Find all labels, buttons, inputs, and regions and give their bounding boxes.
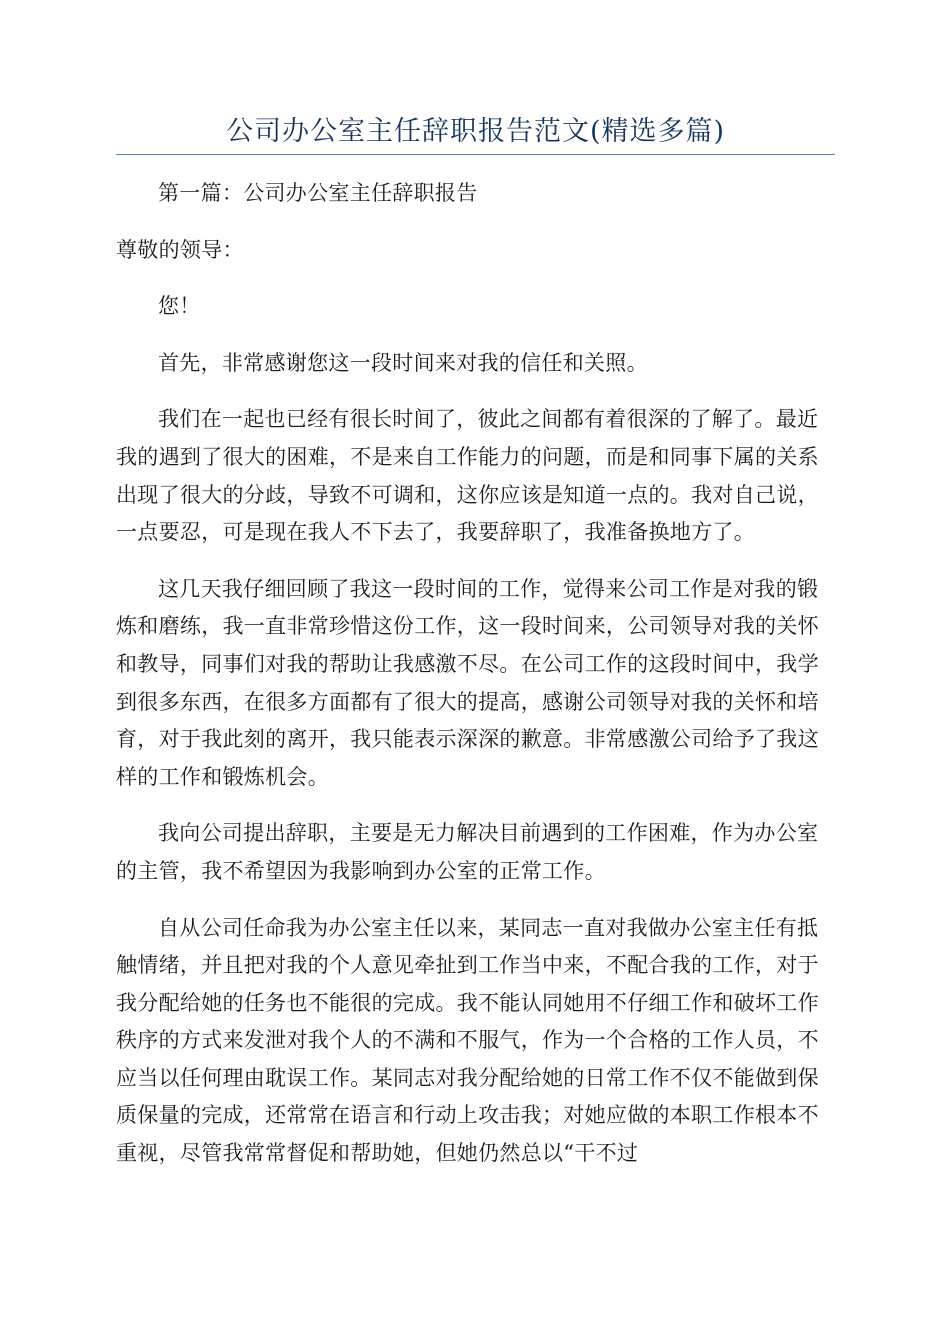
paragraph-greeting: 您！ (158, 294, 201, 319)
document-body (116, 175, 835, 1192)
paragraph: 这几天我仔细回顾了我这一段时间的工作，觉得来公司工作是对我的锻炼和磨练，我一直非常珍惜这份工作，这一段时间来，公司领导对我的关怀和教导，同事们对我的帮助让我感激不尽。在公司工作的这段时间中，我学到很多东西，在很多方面都有了很大的提高，感谢公司领导对我的关怀和培育，对于我此刻的离开，我只能表示深深的歉意。非常感激公司给予了我这样的工作和锻炼机会。 (116, 576, 819, 789)
title-underline (116, 154, 835, 155)
paragraph: 我们在一起也已经有很长时间了，彼此之间都有着很深的了解了。最近我的遇到了很大的困难，不是来自工作能力的问题，而是和同事下属的关系出现了很大的分歧，导致不可调和，这你应该是知道一点的。我对自己说，一点要忍，可是现在我人不下去了，我要辞职了，我准备换地方了。 (116, 407, 819, 545)
paragraph: 首先，非常感谢您这一段时间来对我的信任和关照。 (158, 350, 648, 375)
paragraph-section-heading: 第一篇：公司办公室主任辞职报告 (158, 181, 478, 205)
paragraph-salutation: 尊敬的领导： (116, 237, 244, 262)
document-title: 公司办公室主任辞职报告范文(精选多篇) (225, 116, 726, 147)
paragraph: 我向公司提出辞职，主要是无力解决目前遇到的工作困难，作为办公室的主管，我不希望因为我影响到办公室的正常工作。 (116, 821, 819, 883)
paragraph: 自从公司任命我为办公室主任以来，某同志一直对我做办公室主任有抵触情绪，并且把对我的个人意见牵扯到工作当中来，不配合我的工作，对于我分配给她的任务也不能很的完成。我不能认同她用不仔细工作和破坏工作秩序的方式来发泄对我个人的不满和不服气，作为一个合格的工作人员，不应当以任何理由耽误工作。某同志对我分配给她的日常工作不仅不能做到保质保量的完成，还常常在语言和行动上攻击我；对她应做的本职工作根本不重视，尽管我常常督促和帮助她，但她仍然总以“干不过 (116, 915, 819, 1166)
